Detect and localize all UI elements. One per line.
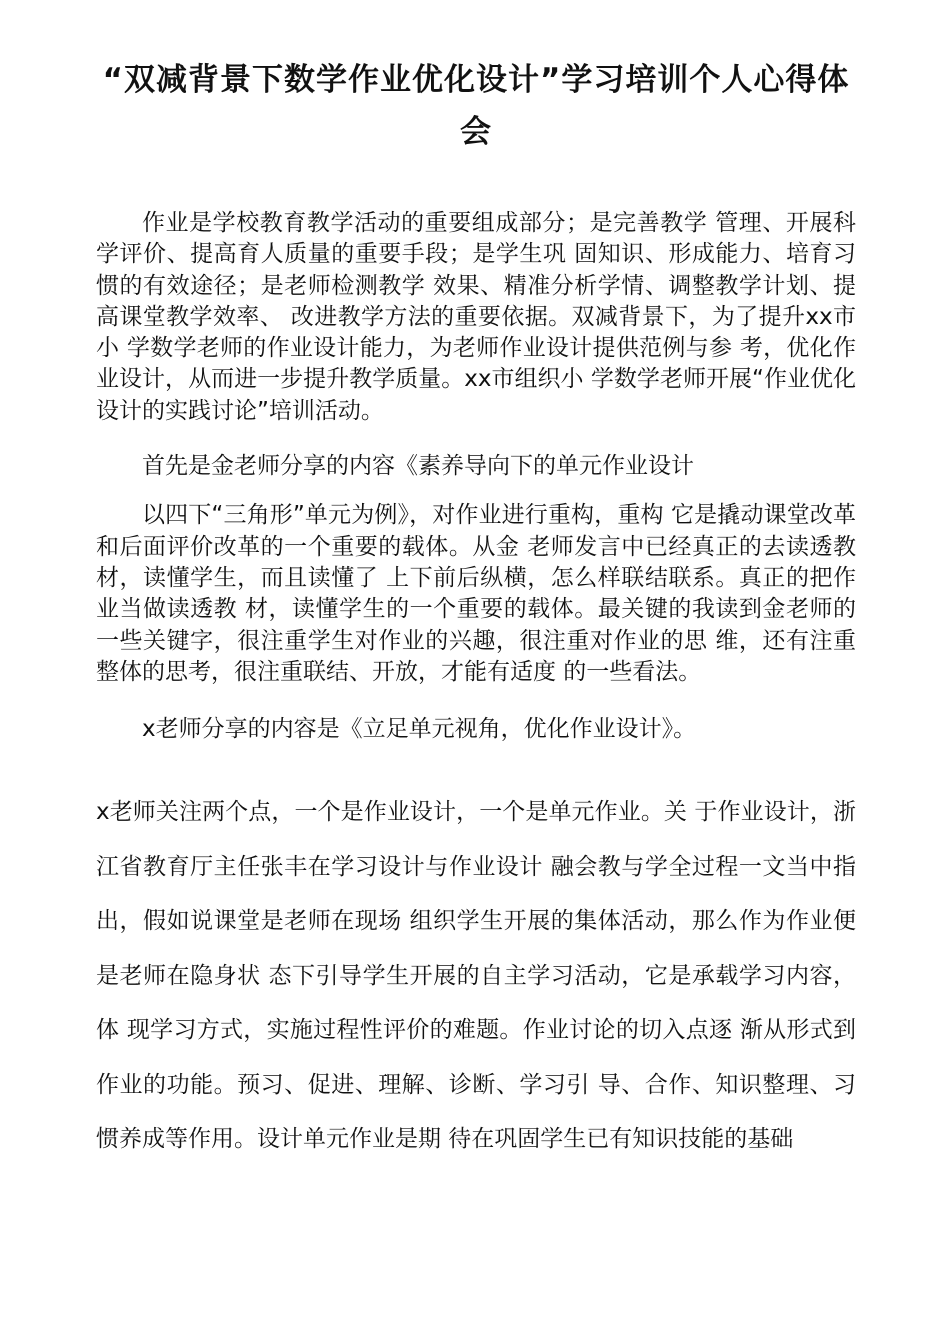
paragraph-jin-share: 首先是金老师分享的内容《素养导向下的单元作业设计 bbox=[142, 453, 694, 480]
paragraph-jin-detail: 以四下“三角形”单元为例》，对作业进行重构，重构 它是撬动课堂改革和后面评价改革的一个重要的载体。从金 老师发言中已经真正的去读透教材，读懂学生，而且读懂了 上下前后纵横，怎么样联结联系。真正的把作业当做读透教 材，读懂学生的一个重要的载体。最关键的我读到金老师的 一些关键字，很注重学生对作业的兴趣，很注重对作业的思 维，还有注重整体的思考，很注重联结、开放，才能有适度 的一些看法。 bbox=[96, 502, 856, 685]
paragraph-x-share: x老师分享的内容是《立足单元视角，优化作业设计》。 bbox=[142, 716, 697, 743]
document-title: “双减背景下数学作业优化设计”学习培训个人心得体会 bbox=[102, 62, 850, 150]
paragraph-x-detail: x老师关注两个点，一个是作业设计，一个是单元作业。关 于作业设计，浙江省教育厅主任张丰在学习设计与作业设计 融会教与学全过程一文当中指出，假如说课堂是老师在现场 组织学生开展的集体活动，那么作为作业便是老师在隐身状 态下引导学生开展的自主学习活动，它是承载学习内容，体 现学习方式，实施过程性评价的难题。作业讨论的切入点逐 渐从形式到作业的功能。预习、促进、理解、诊断、学习引 导、合作、知识整理、习惯养成等作用。设计单元作业是期 待在巩固学生已有知识技能的基础 bbox=[96, 799, 856, 1153]
paragraph-intro: 作业是学校教育教学活动的重要组成部分；是完善教学 管理、开展科学评价、提高育人质量的重要手段；是学生巩 固知识、形成能力、培育习惯的有效途径；是老师检测教学 效果、精准分析学情、调整教学计划、提高课堂教学效率、 改进教学方法的重要依据。双减背景下，为了提升xx市小 学数学老师的作业设计能力，为老师作业设计提供范例与参 考，优化作业设计，从而进一步提升教学质量。xx市组织小 学数学老师开展“作业优化设计的实践讨论”培训活动。 bbox=[96, 210, 856, 424]
document-page bbox=[96, 0, 856, 1167]
